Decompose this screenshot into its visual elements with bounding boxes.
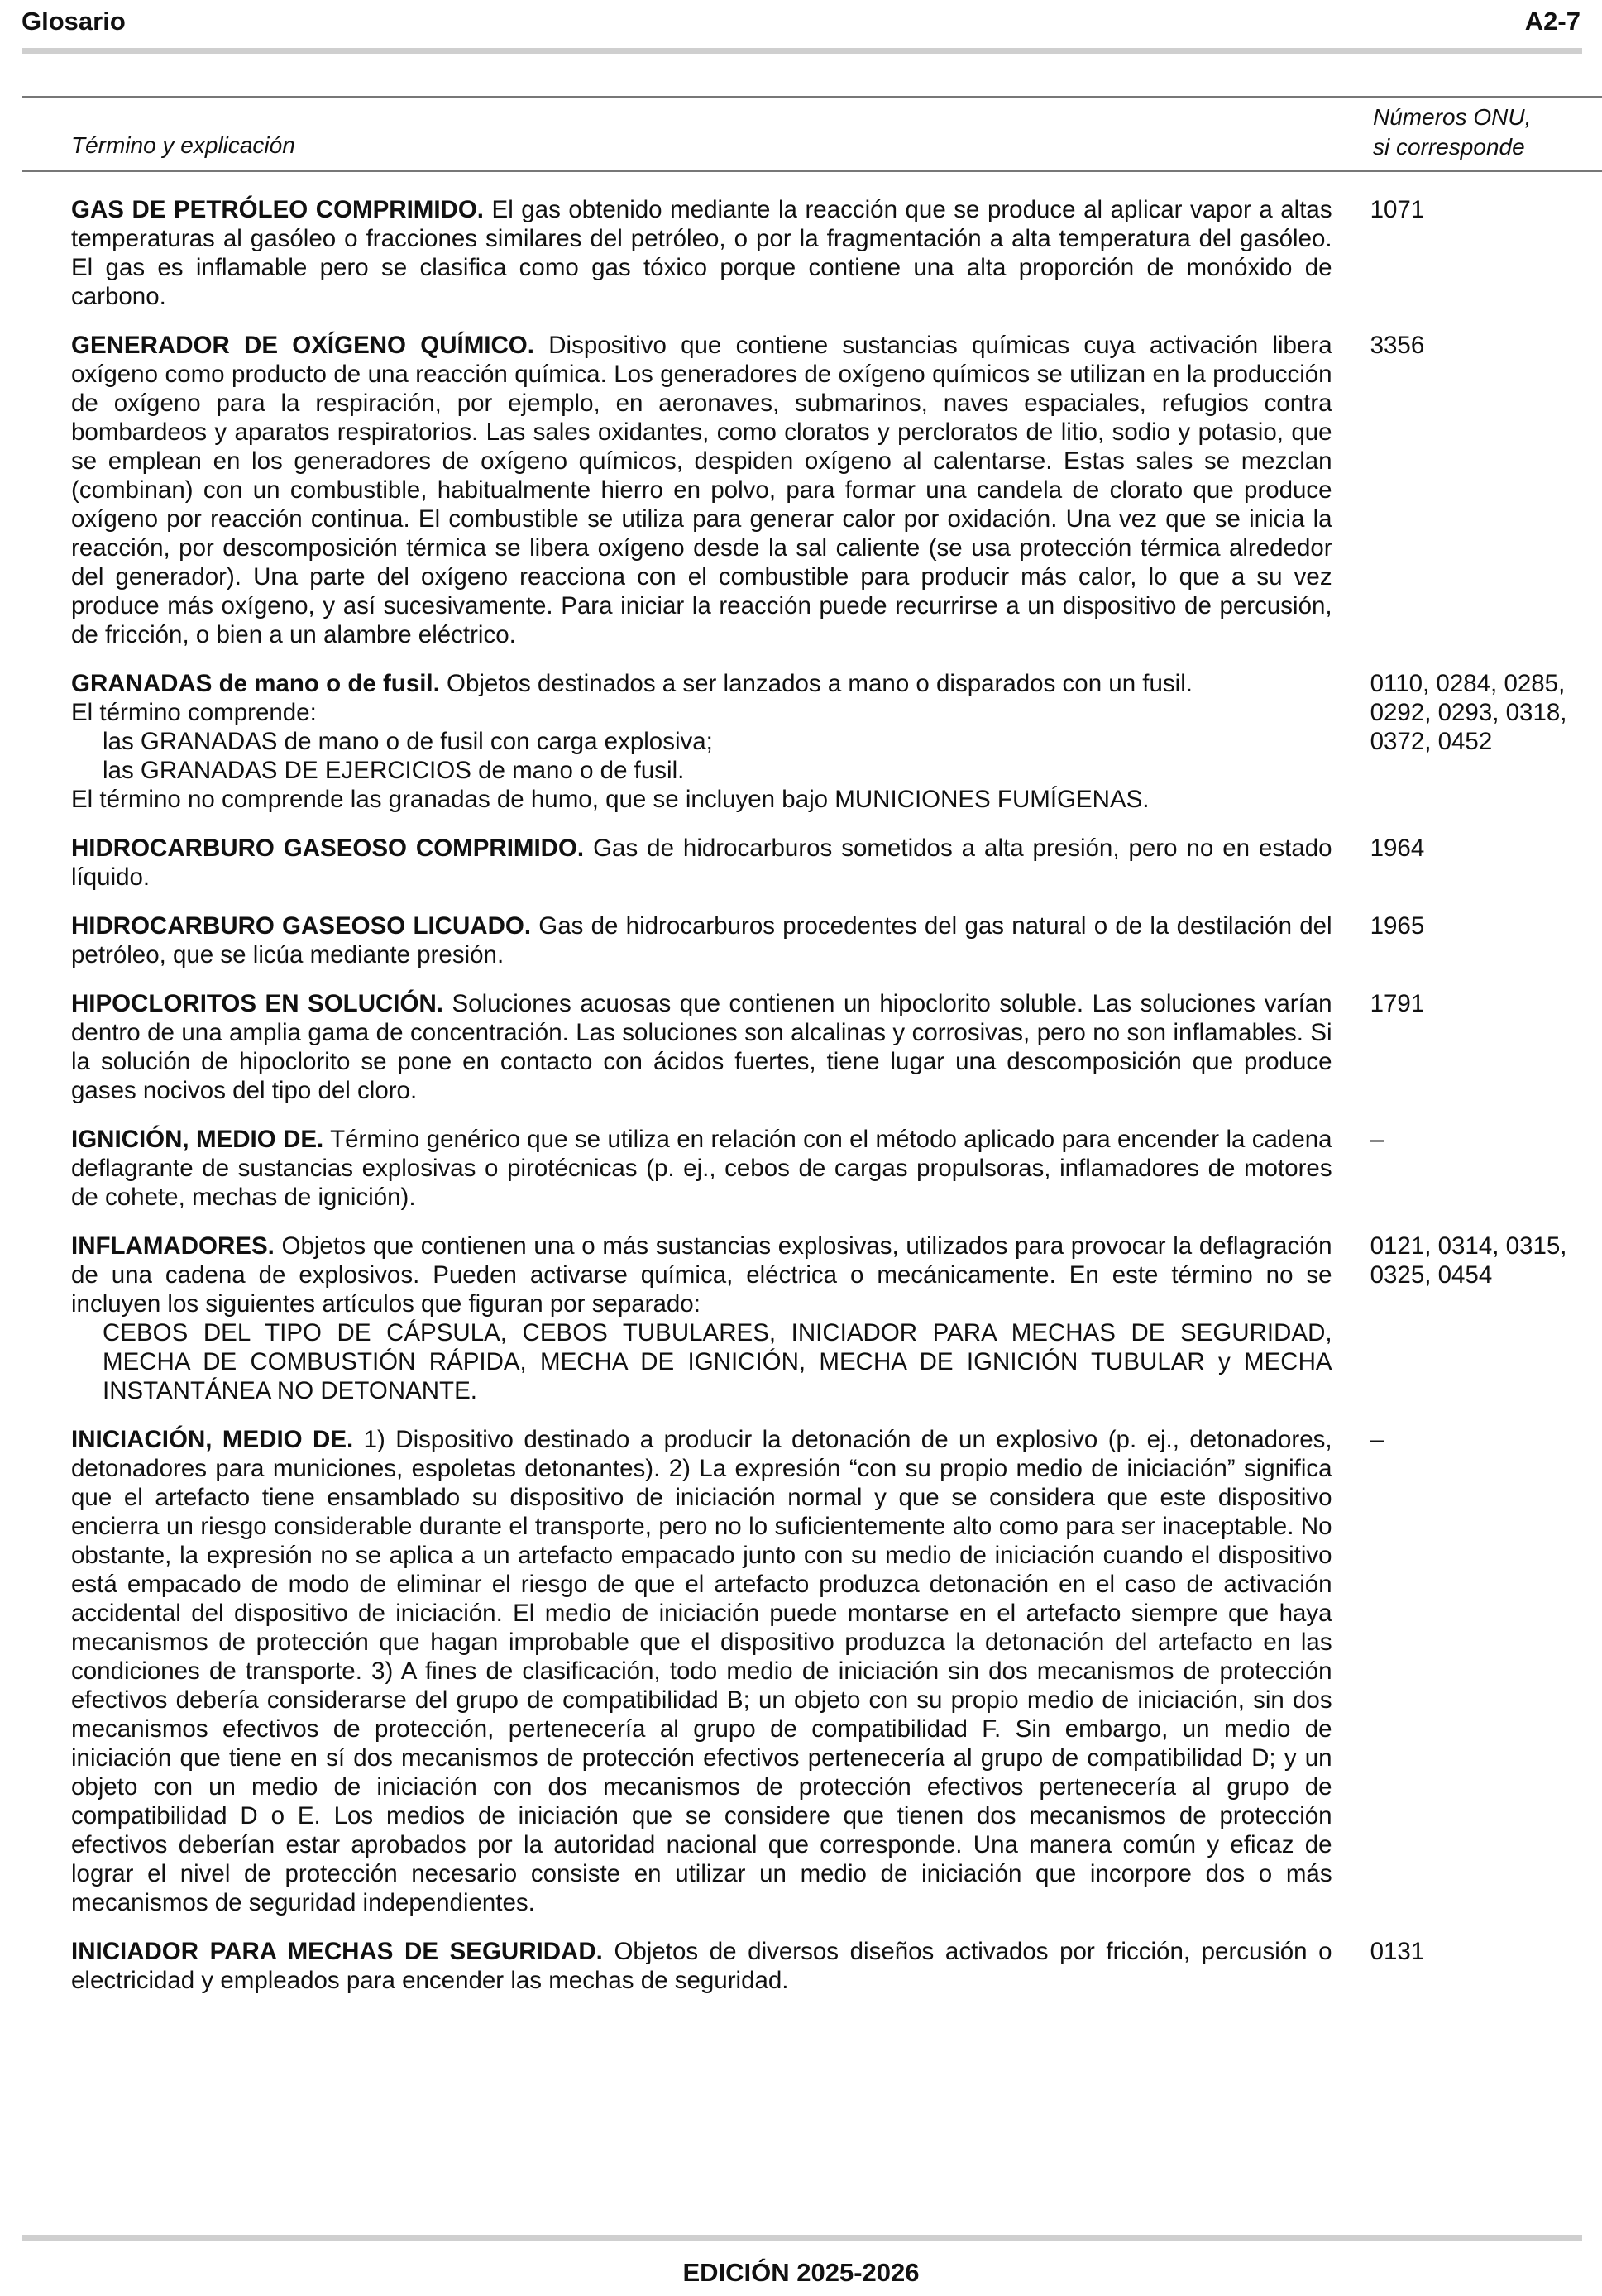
entry-indented-line: las GRANADAS de mano o de fusil con carga explosiva;	[103, 728, 713, 755]
entry-un-numbers: 1071	[1370, 196, 1425, 223]
entry-text: 1) Dispositivo destinado a producir la detonación de un explosivo (p. ej., detonadores, detonadores para municiones, espoletas detonantes). 2) La expresión “con su propio medio de iniciación” significa que el artefacto tiene ensamblado su dispositivo de iniciación normal y que se considera que este dispositivo encierra un riesgo considerable durante el transporte, pero no lo suficientemente alto como para ser inaceptable. No obstante, la expresión no se aplica a un artefacto empacado junto con su medio de iniciación cuando el dispositivo está empacado de modo de eliminar el riesgo de que el artefacto produzca detonación en el caso de activación accidental del dispositivo de iniciación. El medio de iniciación puede montarse en el artefacto siempre que haya mecanismos de protección que hagan improbable que el dispositivo produzca la detonación del artefacto en las condiciones de transporte. 3) A fines de clasificación, todo medio de iniciación sin dos mecanismos de protección efectivos debería considerarse del grupo de compatibilidad B; un objeto con su propio medio de iniciación, sin dos mecanismos efectivos de protección, pertenecería al grupo de compatibilidad F. Sin embargo, un medio de iniciación que tiene en sí dos mecanismos de protección efectivos pertenecería al grupo de compatibilidad D; y un objeto con un medio de iniciación con dos mecanismos de protección efectivos pertenecería al grupo de compatibilidad D o E. Los medios de iniciación que se considere que tienen dos mecanismos de protección efectivos deberían estar aprobados por la autoridad nacional que corresponde. Una manera común y eficaz de lograr el nivel de protección necesario consiste en utilizar un medio de iniciación que incorpore dos o más mecanismos de seguridad independientes.	[71, 1426, 1332, 1916]
entry-text: Gas de hidrocarburos procedentes del gas natural o de la destilación del petróleo, que se licúa mediante presión.	[71, 912, 1332, 969]
entry-definition	[71, 1937, 1332, 1995]
glossary-entry	[71, 834, 1593, 892]
entry-un-numbers: 1791	[1370, 990, 1425, 1017]
entry-definition	[71, 1425, 1332, 1917]
entry-definition	[71, 911, 1332, 969]
entry-term: INICIACIÓN, MEDIO DE.	[71, 1426, 354, 1453]
page-number: A2-7	[1524, 7, 1580, 36]
glossary-entry	[71, 1425, 1593, 1917]
entry-term: INICIADOR PARA MECHAS DE SEGURIDAD.	[71, 1938, 603, 1965]
entry-term: HIPOCLORITOS EN SOLUCIÓN.	[71, 990, 443, 1017]
entry-text: Dispositivo que contiene sustancias químicas cuya activación libera oxígeno como producto de una reacción química. Los generadores de oxígeno químicos se utilizan en la producción de oxígeno para la respiración, por ejemplo, en aeronaves, submarinos, naves espaciales, refugios contra bombardeos y aparatos respiratorios. Las sales oxidantes, como cloratos y percloratos de litio, sodio y potasio, que se emplean en los generadores de oxígeno químicos, despiden oxígeno al calentarse. Estas sales se mezclan (combinan) con un combustible, habitualmente hierro en polvo, para formar una candela de clorato que produce oxígeno por reacción continua. El combustible se utiliza para generar calor por oxidación. Una vez que se inicia la reacción, por descomposición térmica se libera oxígeno desde la sal caliente (se usa protección térmica alrededor del generador). Una parte del oxígeno reacciona con el combustible para producir más calor, lo que a su vez produce más oxígeno, y así sucesivamente. Para iniciar la reacción puede recurrirse a un dispositivo de percusión, de fricción, o bien a un alambre eléctrico.	[71, 332, 1332, 648]
entry-term: GENERADOR DE OXÍGENO QUÍMICO.	[71, 332, 534, 359]
entry-text: Objetos que contienen una o más sustancias explosivas, utilizados para provocar la deflagración de una cadena de explosivos. Pueden activarse química, eléctrica o mecánicamente. En este término no se incluyen los siguientes artículos que figuran por separado:	[71, 1232, 1332, 1318]
glossary-entry	[71, 911, 1593, 969]
table-top-rule	[22, 96, 1602, 98]
footer-rule	[22, 2235, 1582, 2241]
page-section-title: Glosario	[22, 7, 126, 36]
column-header-un-line2: si corresponde	[1373, 134, 1525, 160]
entry-text: Término genérico que se utiliza en relación con el método aplicado para encender la cadena deflagrante de sustancias explosivas o pirotécnicas (p. ej., cebos de cargas propulsoras, inflamadores de motores de cohete, mechas de ignición).	[71, 1126, 1332, 1211]
glossary-entry	[71, 331, 1593, 649]
header-rule	[22, 48, 1582, 54]
column-header-un-numbers	[1373, 103, 1531, 162]
glossary-entry	[71, 1232, 1593, 1405]
column-header-un-line1: Números ONU,	[1373, 104, 1532, 130]
entry-line: El término comprende:	[71, 699, 317, 726]
column-header-term: Término y explicación	[71, 132, 295, 158]
entry-un-numbers: 1965	[1370, 912, 1425, 940]
entry-un-numbers: –	[1370, 1126, 1384, 1153]
edition-footer: EDICIÓN 2025-2026	[682, 2258, 920, 2287]
entry-definition	[71, 331, 1332, 649]
glossary-entry	[71, 1125, 1593, 1212]
entry-term: GAS DE PETRÓLEO COMPRIMIDO.	[71, 196, 484, 223]
entry-un-numbers: 1964	[1370, 835, 1425, 862]
entry-line: El término no comprende las granadas de humo, que se incluyen bajo MUNICIONES FUMÍGENAS.	[71, 786, 1150, 813]
entry-indented-line: las GRANADAS DE EJERCICIOS de mano o de fusil.	[103, 757, 685, 784]
entry-definition	[71, 1125, 1332, 1212]
entry-un-numbers: –	[1370, 1426, 1384, 1453]
entry-un-numbers: 0110, 0284, 0285, 0292, 0293, 0318, 0372, 0452	[1370, 670, 1567, 755]
entry-indented-line: CEBOS DEL TIPO DE CÁPSULA, CEBOS TUBULARES, INICIADOR PARA MECHAS DE SEGURIDAD, MECHA DE COMBUSTIÓN RÁPIDA, MECHA DE IGNICIÓN, MECHA DE IGNICIÓN TUBULAR y MECHA INSTANTÁNEA NO DETONANTE.	[103, 1319, 1332, 1404]
entry-term: HIDROCARBURO GASEOSO COMPRIMIDO.	[71, 835, 585, 862]
entry-un-numbers: 0121, 0314, 0315, 0325, 0454	[1370, 1232, 1567, 1289]
entry-term: HIDROCARBURO GASEOSO LICUADO.	[71, 912, 532, 940]
entry-un-numbers: 0131	[1370, 1938, 1425, 1965]
entry-text: Gas de hidrocarburos sometidos a alta presión, pero no en estado líquido.	[71, 835, 1332, 891]
entry-term: IGNICIÓN, MEDIO DE.	[71, 1126, 324, 1153]
entry-term: GRANADAS de mano o de fusil.	[71, 670, 440, 697]
entry-definition	[71, 834, 1332, 892]
entry-term: INFLAMADORES.	[71, 1232, 275, 1260]
glossary-entry	[71, 1937, 1593, 1995]
glossary-entry	[71, 669, 1593, 814]
entry-text: Objetos de diversos diseños activados por fricción, percusión o electricidad y empleados para encender las mechas de seguridad.	[71, 1938, 1332, 1994]
entry-definition	[71, 195, 1332, 311]
entry-text: El gas obtenido mediante la reacción que se produce al aplicar vapor a altas temperaturas al gasóleo o fracciones similares del petróleo, o por la fragmentación a alta temperatura del gasóleo. El gas es inflamable pero se clasifica como gas tóxico porque contiene una alta proporción de monóxido de carbono.	[71, 196, 1332, 310]
glossary-entry	[71, 989, 1593, 1105]
entry-text: Objetos destinados a ser lanzados a mano o disparados con un fusil.	[439, 670, 1193, 697]
entry-definition	[71, 669, 1332, 814]
entry-definition	[71, 1232, 1332, 1405]
entry-definition	[71, 989, 1332, 1105]
entry-un-numbers: 3356	[1370, 332, 1425, 359]
table-header-rule	[22, 170, 1602, 172]
glossary-entry	[71, 195, 1593, 311]
entry-text: Soluciones acuosas que contienen un hipoclorito soluble. Las soluciones varían dentro de una amplia gama de concentración. Las soluciones son alcalinas y corrosivas, pero no son inflamables. Si la solución de hipoclorito se pone en contacto con ácidos fuertes, tiene lugar una descomposición que produce gases nocivos del tipo del cloro.	[71, 990, 1332, 1104]
glossary-entries	[71, 195, 1593, 2015]
